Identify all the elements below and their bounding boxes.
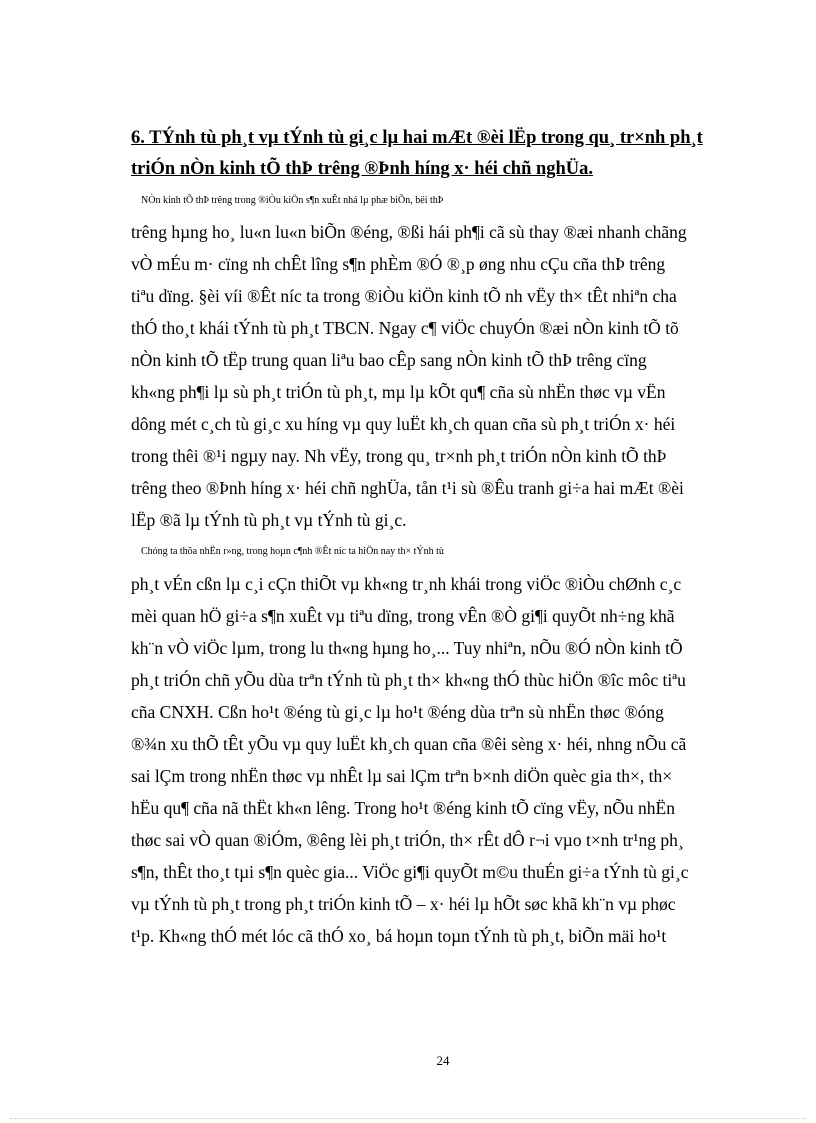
body-line: ph¸t triÓn chñ yÕu dùa trªn tÝnh tù ph¸t th× kh«ng thÓ thùc hiÖn ®îc môc tiªu [131,670,686,690]
body-line: Chóng ta thõa nhËn r»ng, trong hoµn c¶nh ®Êt níc ta hiÖn nay th× tÝnh tù [141,546,444,557]
body-line: mèi quan hÖ gi÷a s¶n xuÊt vµ tiªu dïng, trong vÊn ®Ò gi¶i quyÕt nh÷ng khã [131,606,675,626]
body-line: ®¾n xu thÕ tÊt yÕu vµ quy luËt kh¸ch quan cña ®êi sèng x· héi, nhng nÕu cã [131,734,687,754]
body-line: vÒ mÉu m· cïng nh chÊt lîng s¶n phÈm ®Ó ®¸p øng nhu cÇu cña thÞ trêng [131,254,666,274]
body-line: t¹p. Kh«ng thÓ mét lóc cã thÓ xo¸ bá hoµn toµn tÝnh tù ph¸t, biÕn mäi ho¹t [131,926,667,946]
body-line: kh«ng ph¶i lµ sù ph¸t triÓn tù ph¸t, mµ lµ kÕt qu¶ cña sù nhËn thøc vµ vËn [131,382,666,402]
body-line: tiªu dïng. §èi víi ®Êt níc ta trong ®iÒu kiÖn kinh tÕ nh vËy th× tÊt nhiªn cha [131,286,677,306]
body-line: trong thêi ®¹i ngµy nay. Nh vËy, trong qu¸ tr×nh ph¸t triÓn nÒn kinh tÕ thÞ [131,446,667,466]
body-line: thøc sai vÒ quan ®iÓm, ®êng lèi ph¸t triÓn, th× rÊt dÔ r¬i vµo t×nh tr¹ng ph¸ [131,830,684,850]
body-line: lËp ®ã lµ tÝnh tù ph¸t vµ tÝnh tù gi¸c. [131,510,407,530]
page-bottom-divider [10,1118,806,1119]
section-heading-line-1: 6. TÝnh tù ph¸t vµ tÝnh tù gi¸c lµ hai mÆt ®èi lËp trong qu¸ tr×nh ph¸t [131,128,703,148]
body-line: nÒn kinh tÕ tËp trung quan liªu bao cÊp sang nÒn kinh tÕ thÞ trêng cïng [131,350,647,370]
body-line: vµ tÝnh tù ph¸t trong ph¸t triÓn kinh tÕ – x· héi lµ hÕt søc khã kh¨n vµ phøc [131,894,676,914]
body-line: thÓ tho¸t khái tÝnh tù ph¸t TBCN. Ngay c¶ viÖc chuyÓn ®æi nÒn kinh tÕ tõ [131,318,679,338]
body-line: hËu qu¶ cña nã thËt kh«n lêng. Trong ho¹t ®éng kinh tÕ cïng vËy, nÕu nhËn [131,798,675,818]
body-line: kh¨n vÒ viÖc lµm, trong lu th«ng hµng ho¸... Tuy nhiªn, nÕu ®Ó nÒn kinh tÕ [131,638,683,658]
body-line: NÒn kinh tÕ thÞ trêng trong ®iÒu kiÖn s¶n xuÊt nhá lµ phæ biÕn, bëi thÞ [141,195,444,206]
section-heading-line-2: triÓn nÒn kinh tÕ thÞ trêng ®Þnh híng x· héi chñ nghÜa. [131,159,594,179]
body-line: trêng theo ®Þnh híng x· héi chñ nghÜa, tån t¹i sù ®Êu tranh gi÷a hai mÆt ®èi [131,478,684,498]
body-line: sai lÇm trong nhËn thøc vµ nhÊt lµ sai lÇm trªn b×nh diÖn quèc gia th×, th× [131,766,673,786]
body-line: ph¸t vÉn cßn lµ c¸i cÇn thiÕt vµ kh«ng tr¸nh khái trong viÖc ®iÒu chØnh c¸c [131,574,682,594]
body-line: dông mét c¸ch tù gi¸c xu híng vµ quy luËt kh¸ch quan cña sù ph¸t triÓn x· héi [131,414,676,434]
body-line: cña CNXH. Cßn ho¹t ®éng tù gi¸c lµ ho¹t ®éng dùa trªn sù nhËn thøc ®óng [131,702,664,722]
page-number: 24 [436,1053,450,1068]
body-line: s¶n, thÊt tho¸t tµi s¶n quèc gia... ViÖc gi¶i quyÕt m©u thuÉn gi÷a tÝnh tù gi¸c [131,862,689,882]
body-line: trêng hµng ho¸ lu«n lu«n biÕn ®éng, ®ßi hái ph¶i cã sù thay ®æi nhanh chãng [131,222,687,242]
